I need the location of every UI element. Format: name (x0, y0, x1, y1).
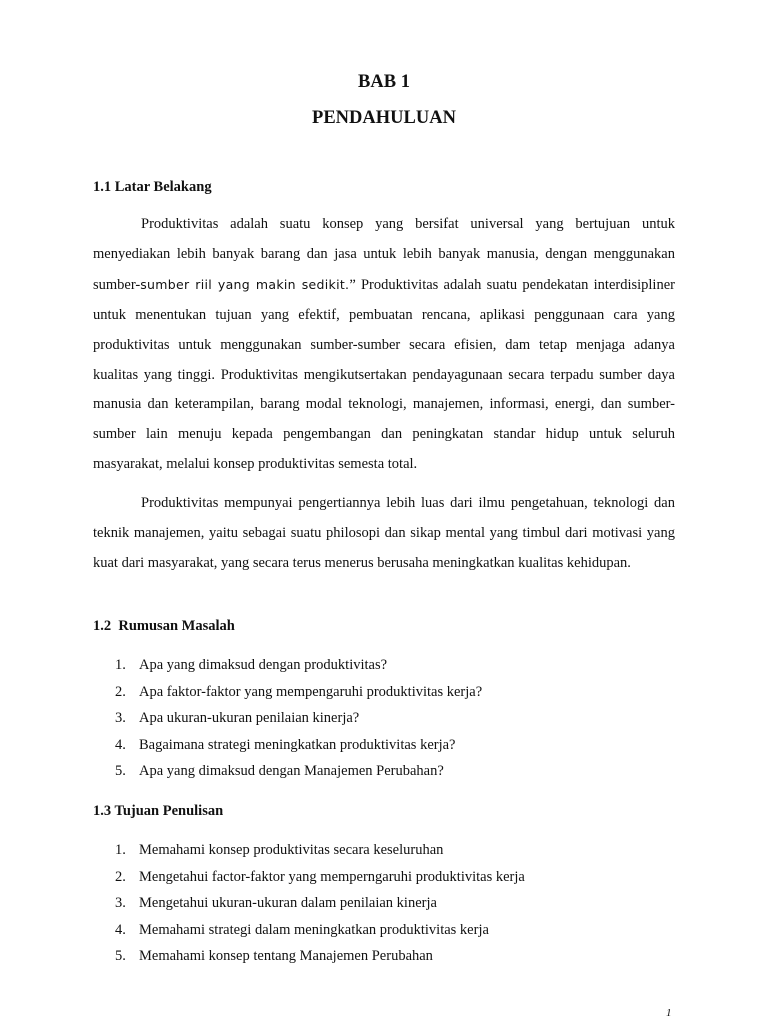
list-item (93, 920, 525, 947)
list-item (93, 708, 482, 735)
list-number: 5. (115, 763, 126, 779)
list-item-text: Mengetahui ukuran-ukuran dalam penilaian kinerja (139, 895, 437, 911)
page-number: 1 (666, 1007, 672, 1019)
list-item-text: Memahami konsep produktivitas secara keseluruhan (139, 842, 444, 858)
list-item-text: Apa yang dimaksud dengan produktivitas? (139, 657, 388, 673)
list-item (93, 655, 482, 682)
list-item (93, 761, 482, 788)
list-item-text: Bagaimana strategi meningkatkan produktivitas kerja? (139, 736, 456, 753)
list-item (93, 735, 482, 762)
section-heading-rumusan-masalah: 1.2 Rumusan Masalah (93, 618, 235, 634)
list-item (93, 840, 525, 867)
list-item-text: Memahami strategi dalam meningkatkan produktivitas kerja (139, 921, 489, 938)
list-item-text: Apa yang dimaksud dengan Manajemen Perubahan? (139, 763, 444, 779)
list-number: 1. (115, 842, 126, 858)
list-number: 4. (115, 736, 126, 753)
list-item-text: Memahami konsep tentang Manajemen Perubahan (139, 948, 433, 964)
list-item (93, 946, 525, 973)
rumusan-masalah-list (93, 655, 482, 788)
paragraph-latar-belakang-1 (93, 210, 675, 480)
list-item-text: Mengetahui factor-faktor yang memperngaruhi produktivitas kerja (139, 868, 525, 885)
paragraph-text: ” Produktivitas adalah suatu pendekatan interdisipliner untuk menentukan tujuan yang efektif, pembuatan rencana, aplikasi penggunaan cara yang produktivitas untuk menggunakan sumber-sumber secara efisien, dam tetap menjaga adanya kualitas yang tinggi. Produktivitas mengikutsertakan pendayagunaan secara terpadu sumber daya manusia dan keterampilan, barang modal teknologi, manajemen, informasi, energi, dan sumber-sumber lain menuju kepada pengembangan dan peningkatan standar hidup untuk seluruh masyarakat, melalui konsep produktivitas semesta total. (93, 276, 675, 473)
handwritten-text: sumber riil yang makin sedikit. (140, 276, 350, 292)
paragraph-latar-belakang-2 (93, 489, 675, 579)
list-item (93, 893, 525, 920)
paragraph-text: Produktivitas adalah suatu konsep yang bersifat universal yang bertujuan untuk menyediakan lebih banyak barang dan jasa untuk lebih banyak manusia, dengan menggunakan sumber- (93, 216, 675, 293)
list-number: 3. (115, 710, 126, 726)
list-item-text: Apa ukuran-ukuran penilaian kinerja? (139, 710, 360, 726)
paragraph-text: Produktivitas mempunyai pengertiannya lebih luas dari ilmu pengetahuan, teknologi dan teknik manajemen, yaitu sebagai suatu philosopi dan sikap mental yang timbul dari motivasi yang kuat dari masyarakat, yang secara terus menerus berusaha meningkatkan kualitas kehidupan. (93, 495, 675, 571)
list-number: 5. (115, 948, 126, 964)
list-item-text: Apa faktor-faktor yang mempengaruhi produktivitas kerja? (139, 683, 483, 700)
list-number: 3. (115, 895, 126, 911)
list-number: 2. (115, 683, 126, 700)
list-number: 1. (115, 657, 126, 673)
list-item (93, 867, 525, 894)
list-number: 4. (115, 921, 126, 938)
chapter-subtitle: PENDAHULUAN (312, 108, 456, 128)
list-number: 2. (115, 868, 126, 885)
tujuan-penulisan-list (93, 840, 525, 973)
section-heading-tujuan-penulisan: 1.3 Tujuan Penulisan (93, 803, 224, 819)
section-heading-latar-belakang: 1.1 Latar Belakang (93, 179, 212, 195)
chapter-title: BAB 1 (358, 72, 410, 92)
list-item (93, 682, 482, 709)
